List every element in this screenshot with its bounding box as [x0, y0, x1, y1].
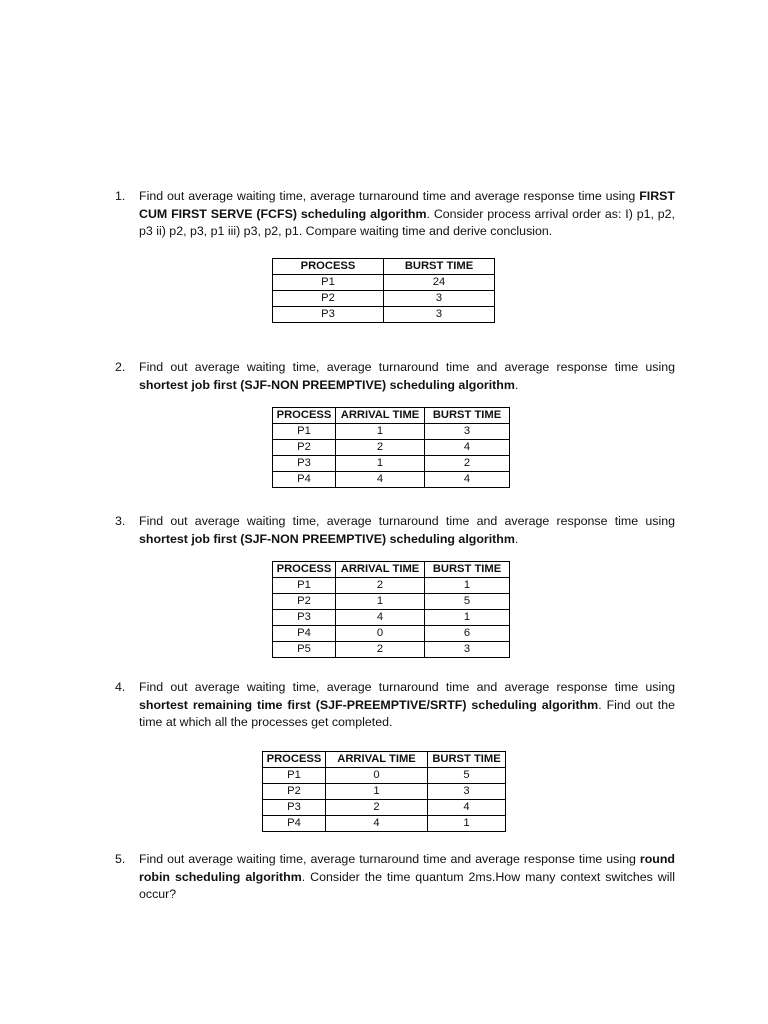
column-header-burst-time: BURST TIME: [428, 752, 506, 768]
question-text: Find out average waiting time, average turnaround time and average response time using FIRST CUM FIRST SERVE (FCFS) scheduling algorithm. Consider process arrival order as: I) p1, p2, p3 ii) p2, p3, p1 iii) p3, p2, p1. Compare waiting time and derive conclusion.: [139, 189, 675, 238]
column-header-arrival-time: ARRIVAL TIME: [326, 752, 428, 768]
table-row: [273, 424, 510, 440]
arrival-time-cell: 2: [336, 642, 425, 658]
table-row: [273, 456, 510, 472]
question-number: 3.: [115, 514, 126, 528]
table-row: [263, 816, 506, 832]
burst-time-cell: 3: [428, 784, 506, 800]
table-row: [273, 307, 495, 323]
arrival-time-cell: 1: [336, 424, 425, 440]
table-row: [273, 642, 510, 658]
arrival-time-cell: 2: [326, 800, 428, 816]
column-header-process: PROCESS: [273, 259, 384, 275]
arrival-time-cell: 4: [336, 472, 425, 488]
column-header-burst-time: BURST TIME: [425, 408, 510, 424]
table-row: [273, 594, 510, 610]
arrival-time-cell: 4: [326, 816, 428, 832]
question-2: [115, 359, 675, 394]
burst-time-cell: 4: [428, 800, 506, 816]
table-row: [273, 610, 510, 626]
table-header-row: [273, 259, 495, 275]
process-table-4: [262, 751, 506, 832]
arrival-time-cell: 0: [336, 626, 425, 642]
burst-time-cell: 1: [425, 610, 510, 626]
column-header-process: PROCESS: [273, 562, 336, 578]
burst-time-cell: 2: [425, 456, 510, 472]
burst-time-cell: 3: [384, 291, 495, 307]
table-row: [273, 626, 510, 642]
arrival-time-cell: 1: [336, 456, 425, 472]
process-cell: P4: [273, 472, 336, 488]
burst-time-cell: 3: [425, 424, 510, 440]
arrival-time-cell: 0: [326, 768, 428, 784]
question-number: 4.: [115, 680, 126, 694]
process-cell: P1: [273, 578, 336, 594]
question-5: [115, 851, 675, 904]
column-header-arrival-time: ARRIVAL TIME: [336, 562, 425, 578]
process-cell: P3: [273, 307, 384, 323]
question-1: [115, 188, 675, 241]
process-cell: P4: [263, 816, 326, 832]
table-row: [263, 768, 506, 784]
arrival-time-cell: 1: [326, 784, 428, 800]
table-row: [273, 275, 495, 291]
burst-time-cell: 4: [425, 440, 510, 456]
table-row: [263, 800, 506, 816]
process-cell: P2: [273, 291, 384, 307]
burst-time-cell: 1: [428, 816, 506, 832]
question-number: 2.: [115, 360, 126, 374]
process-table-2: [272, 407, 510, 488]
arrival-time-cell: 4: [336, 610, 425, 626]
process-cell: P3: [273, 610, 336, 626]
question-text: Find out average waiting time, average turnaround time and average response time using shortest remaining time first (SJF-PREEMPTIVE/SRTF) scheduling algorithm. Find out the time at which all the processes get completed.: [139, 680, 676, 729]
table-row: [273, 578, 510, 594]
process-cell: P3: [273, 456, 336, 472]
burst-time-cell: 4: [425, 472, 510, 488]
burst-time-cell: 24: [384, 275, 495, 291]
process-cell: P2: [263, 784, 326, 800]
table-row: [263, 784, 506, 800]
question-4: [115, 679, 675, 732]
question-number: 1.: [115, 189, 126, 203]
arrival-time-cell: 2: [336, 440, 425, 456]
burst-time-cell: 6: [425, 626, 510, 642]
burst-time-cell: 3: [384, 307, 495, 323]
arrival-time-cell: 1: [336, 594, 425, 610]
process-table-1: [272, 258, 495, 323]
process-table-3: [272, 561, 510, 658]
question-number: 5.: [115, 852, 126, 866]
process-cell: P2: [273, 440, 336, 456]
process-cell: P1: [273, 275, 384, 291]
table-header-row: [273, 408, 510, 424]
process-cell: P5: [273, 642, 336, 658]
process-cell: P3: [263, 800, 326, 816]
column-header-process: PROCESS: [273, 408, 336, 424]
column-header-burst-time: BURST TIME: [425, 562, 510, 578]
table-header-row: [273, 562, 510, 578]
process-cell: P4: [273, 626, 336, 642]
process-cell: P1: [263, 768, 326, 784]
burst-time-cell: 5: [425, 594, 510, 610]
table-row: [273, 291, 495, 307]
table-row: [273, 472, 510, 488]
column-header-burst-time: BURST TIME: [384, 259, 495, 275]
arrival-time-cell: 2: [336, 578, 425, 594]
burst-time-cell: 3: [425, 642, 510, 658]
process-cell: P1: [273, 424, 336, 440]
column-header-arrival-time: ARRIVAL TIME: [336, 408, 425, 424]
table-header-row: [263, 752, 506, 768]
table-row: [273, 440, 510, 456]
burst-time-cell: 1: [425, 578, 510, 594]
question-text: Find out average waiting time, average turnaround time and average response time using shortest job first (SJF-NON PREEMPTIVE) scheduling algorithm.: [139, 360, 675, 392]
column-header-process: PROCESS: [263, 752, 326, 768]
question-3: [115, 513, 675, 548]
burst-time-cell: 5: [428, 768, 506, 784]
question-text: Find out average waiting time, average turnaround time and average response time using shortest job first (SJF-NON PREEMPTIVE) scheduling algorithm.: [139, 514, 675, 546]
process-cell: P2: [273, 594, 336, 610]
question-text: Find out average waiting time, average turnaround time and average response time using round robin scheduling algorithm. Consider the time quantum 2ms.How many context switches will occur?: [139, 852, 675, 901]
